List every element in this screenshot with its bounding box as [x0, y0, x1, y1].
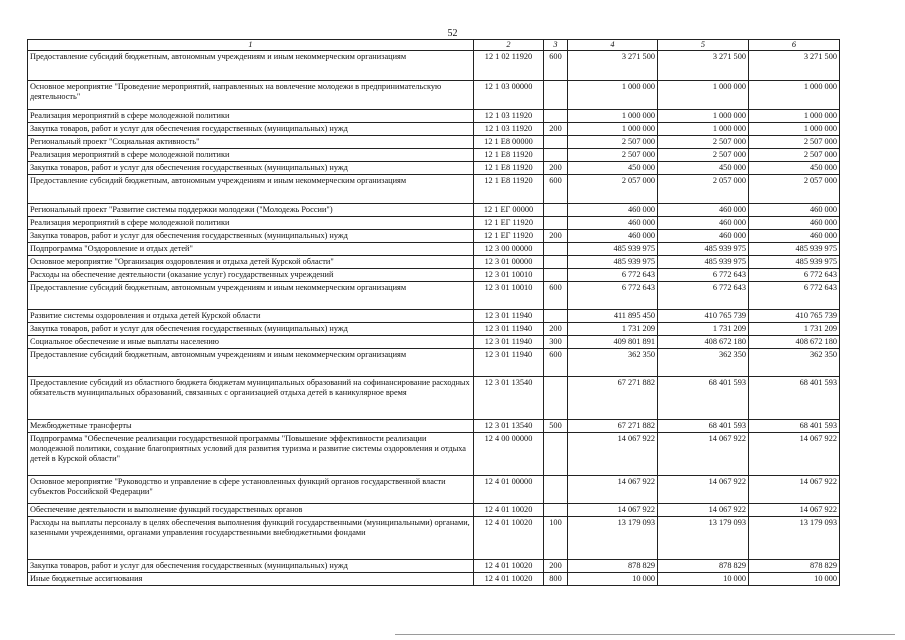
- row-amount-2: 450 000: [658, 161, 749, 174]
- row-name: Подпрограмма "Оздоровление и отдых детей": [28, 242, 474, 255]
- row-name: Предоставление субсидий бюджетным, автономным учреждениям и иным некоммерческим организациям: [28, 50, 474, 80]
- row-target-code: 12 3 01 10010: [474, 281, 544, 309]
- row-name: Межбюджетные трансферты: [28, 419, 474, 432]
- table-row: [28, 229, 840, 242]
- row-amount-3: 2 057 000: [749, 174, 840, 203]
- header-col-3: 3: [544, 40, 568, 51]
- row-expense-type: 200: [544, 229, 568, 242]
- row-amount-2: 878 829: [658, 559, 749, 572]
- row-amount-2: 68 401 593: [658, 419, 749, 432]
- row-amount-2: 14 067 922: [658, 503, 749, 516]
- table-row: [28, 80, 840, 109]
- row-amount-3: 6 772 643: [749, 268, 840, 281]
- row-amount-1: 14 067 922: [568, 432, 658, 475]
- row-amount-1: 460 000: [568, 216, 658, 229]
- row-name: Закупка товаров, работ и услуг для обеспечения государственных (муниципальных) нужд: [28, 559, 474, 572]
- row-amount-3: 14 067 922: [749, 475, 840, 503]
- row-target-code: 12 4 01 00000: [474, 475, 544, 503]
- row-amount-3: 410 765 739: [749, 309, 840, 322]
- header-col-6: 6: [749, 40, 840, 51]
- row-target-code: 12 4 01 10020: [474, 559, 544, 572]
- row-amount-2: 410 765 739: [658, 309, 749, 322]
- row-amount-3: 14 067 922: [749, 503, 840, 516]
- row-target-code: 12 3 00 00000: [474, 242, 544, 255]
- row-target-code: 12 3 01 10010: [474, 268, 544, 281]
- row-target-code: 12 4 01 10020: [474, 572, 544, 585]
- row-amount-3: 2 507 000: [749, 148, 840, 161]
- row-name: Предоставление субсидий бюджетным, автономным учреждениям и иным некоммерческим организациям: [28, 174, 474, 203]
- row-amount-1: 10 000: [568, 572, 658, 585]
- row-amount-2: 14 067 922: [658, 432, 749, 475]
- row-target-code: 12 4 01 10020: [474, 503, 544, 516]
- row-expense-type: [544, 109, 568, 122]
- row-amount-1: 3 271 500: [568, 50, 658, 80]
- table-row: [28, 432, 840, 475]
- row-expense-type: [544, 376, 568, 419]
- table-row: [28, 161, 840, 174]
- row-amount-2: 1 000 000: [658, 80, 749, 109]
- table-row: [28, 50, 840, 80]
- row-name: Основное мероприятие "Организация оздоровления и отдыха детей Курской области": [28, 255, 474, 268]
- table-row: [28, 281, 840, 309]
- scan-edge-line: [395, 634, 895, 635]
- row-name: Закупка товаров, работ и услуг для обеспечения государственных (муниципальных) нужд: [28, 161, 474, 174]
- row-amount-1: 67 271 882: [568, 419, 658, 432]
- row-name: Развитие системы оздоровления и отдыха детей Курской области: [28, 309, 474, 322]
- row-amount-1: 485 939 975: [568, 242, 658, 255]
- table-row: [28, 148, 840, 161]
- row-amount-1: 878 829: [568, 559, 658, 572]
- row-target-code: 12 3 01 11940: [474, 335, 544, 348]
- row-amount-3: 14 067 922: [749, 432, 840, 475]
- row-amount-1: 1 731 209: [568, 322, 658, 335]
- row-target-code: 12 4 01 10020: [474, 516, 544, 559]
- row-expense-type: [544, 475, 568, 503]
- table-row: [28, 516, 840, 559]
- row-name: Региональный проект "Социальная активность": [28, 135, 474, 148]
- row-expense-type: [544, 309, 568, 322]
- row-name: Региональный проект "Развитие системы поддержки молодежи ("Молодежь России"): [28, 203, 474, 216]
- row-amount-3: 408 672 180: [749, 335, 840, 348]
- row-amount-2: 2 507 000: [658, 135, 749, 148]
- row-expense-type: [544, 203, 568, 216]
- row-expense-type: 600: [544, 174, 568, 203]
- row-expense-type: 800: [544, 572, 568, 585]
- table-row: [28, 335, 840, 348]
- row-amount-2: 460 000: [658, 229, 749, 242]
- row-target-code: 12 1 E8 11920: [474, 161, 544, 174]
- row-amount-1: 2 057 000: [568, 174, 658, 203]
- row-amount-2: 13 179 093: [658, 516, 749, 559]
- row-amount-2: 68 401 593: [658, 376, 749, 419]
- row-amount-2: 10 000: [658, 572, 749, 585]
- table-row: [28, 268, 840, 281]
- row-amount-2: 1 731 209: [658, 322, 749, 335]
- row-target-code: 12 1 02 11920: [474, 50, 544, 80]
- row-amount-2: 362 350: [658, 348, 749, 376]
- row-amount-1: 460 000: [568, 203, 658, 216]
- table-row: [28, 559, 840, 572]
- row-name: Предоставление субсидий из областного бюджета бюджетам муниципальных образований на софинансирование расходных обязательств муниципальных образований, связанных с организацией отдыха детей в каникулярное время: [28, 376, 474, 419]
- row-target-code: 12 4 00 00000: [474, 432, 544, 475]
- row-expense-type: 500: [544, 419, 568, 432]
- row-expense-type: [544, 216, 568, 229]
- row-expense-type: 600: [544, 281, 568, 309]
- header-col-1: 1: [28, 40, 474, 51]
- row-amount-1: 1 000 000: [568, 109, 658, 122]
- header-col-5: 5: [658, 40, 749, 51]
- row-expense-type: [544, 503, 568, 516]
- row-name: Основное мероприятие "Руководство и управление в сфере установленных функций органов государственной власти субъектов Российской Федерации": [28, 475, 474, 503]
- row-target-code: 12 1 EГ 11920: [474, 216, 544, 229]
- row-amount-3: 6 772 643: [749, 281, 840, 309]
- row-target-code: 12 3 01 00000: [474, 255, 544, 268]
- header-col-4: 4: [568, 40, 658, 51]
- row-name: Предоставление субсидий бюджетным, автономным учреждениям и иным некоммерческим организациям: [28, 348, 474, 376]
- row-name: Закупка товаров, работ и услуг для обеспечения государственных (муниципальных) нужд: [28, 229, 474, 242]
- row-amount-2: 14 067 922: [658, 475, 749, 503]
- row-name: Социальное обеспечение и иные выплаты населению: [28, 335, 474, 348]
- table-row: [28, 475, 840, 503]
- row-target-code: 12 3 01 11940: [474, 348, 544, 376]
- row-amount-3: 362 350: [749, 348, 840, 376]
- row-amount-3: 460 000: [749, 216, 840, 229]
- row-amount-3: 1 000 000: [749, 80, 840, 109]
- table-row: [28, 572, 840, 585]
- row-target-code: 12 1 03 11920: [474, 109, 544, 122]
- row-expense-type: [544, 80, 568, 109]
- row-amount-1: 67 271 882: [568, 376, 658, 419]
- table-row: [28, 216, 840, 229]
- row-amount-1: 485 939 975: [568, 255, 658, 268]
- row-target-code: 12 3 01 11940: [474, 322, 544, 335]
- row-name: Иные бюджетные ассигнования: [28, 572, 474, 585]
- row-amount-3: 450 000: [749, 161, 840, 174]
- row-amount-1: 460 000: [568, 229, 658, 242]
- row-name: Основное мероприятие "Проведение мероприятий, направленных на вовлечение молодежи в предпринимательскую деятельность": [28, 80, 474, 109]
- row-expense-type: 200: [544, 559, 568, 572]
- row-name: Обеспечение деятельности и выполнение функций государственных органов: [28, 503, 474, 516]
- table-body: [28, 50, 840, 585]
- row-amount-1: 1 000 000: [568, 80, 658, 109]
- table-row: [28, 122, 840, 135]
- row-expense-type: 100: [544, 516, 568, 559]
- row-amount-2: 1 000 000: [658, 109, 749, 122]
- row-amount-3: 460 000: [749, 203, 840, 216]
- row-target-code: 12 1 E8 11920: [474, 148, 544, 161]
- row-expense-type: [544, 135, 568, 148]
- row-target-code: 12 3 01 13540: [474, 376, 544, 419]
- row-amount-2: 408 672 180: [658, 335, 749, 348]
- table-row: [28, 109, 840, 122]
- row-name: Реализация мероприятий в сфере молодежной политики: [28, 148, 474, 161]
- row-amount-3: 485 939 975: [749, 242, 840, 255]
- row-amount-1: 2 507 000: [568, 135, 658, 148]
- row-amount-1: 1 000 000: [568, 122, 658, 135]
- row-amount-1: 450 000: [568, 161, 658, 174]
- row-amount-3: 1 000 000: [749, 109, 840, 122]
- row-amount-1: 13 179 093: [568, 516, 658, 559]
- row-expense-type: 600: [544, 348, 568, 376]
- row-amount-1: 6 772 643: [568, 281, 658, 309]
- row-name: Предоставление субсидий бюджетным, автономным учреждениям и иным некоммерческим организациям: [28, 281, 474, 309]
- row-amount-2: 2 507 000: [658, 148, 749, 161]
- table-header-row: [28, 40, 840, 51]
- row-amount-2: 485 939 975: [658, 255, 749, 268]
- row-amount-1: 14 067 922: [568, 475, 658, 503]
- row-amount-2: 485 939 975: [658, 242, 749, 255]
- table-row: [28, 203, 840, 216]
- row-expense-type: 300: [544, 335, 568, 348]
- row-expense-type: 200: [544, 322, 568, 335]
- row-target-code: 12 1 E8 11920: [474, 174, 544, 203]
- row-target-code: 12 1 E8 00000: [474, 135, 544, 148]
- row-name: Закупка товаров, работ и услуг для обеспечения государственных (муниципальных) нужд: [28, 322, 474, 335]
- table-row: [28, 348, 840, 376]
- row-expense-type: 200: [544, 122, 568, 135]
- row-amount-3: 10 000: [749, 572, 840, 585]
- row-amount-1: 411 895 450: [568, 309, 658, 322]
- table-row: [28, 503, 840, 516]
- row-amount-3: 878 829: [749, 559, 840, 572]
- row-amount-1: 362 350: [568, 348, 658, 376]
- row-amount-1: 6 772 643: [568, 268, 658, 281]
- row-target-code: 12 1 03 11920: [474, 122, 544, 135]
- row-name: Расходы на обеспечение деятельности (оказание услуг) государственных учреждений: [28, 268, 474, 281]
- row-amount-2: 6 772 643: [658, 268, 749, 281]
- row-expense-type: 200: [544, 161, 568, 174]
- row-amount-2: 460 000: [658, 203, 749, 216]
- row-expense-type: [544, 255, 568, 268]
- row-amount-3: 3 271 500: [749, 50, 840, 80]
- table-row: [28, 309, 840, 322]
- row-amount-1: 409 801 891: [568, 335, 658, 348]
- row-expense-type: [544, 268, 568, 281]
- row-amount-2: 3 271 500: [658, 50, 749, 80]
- table-row: [28, 255, 840, 268]
- row-amount-2: 460 000: [658, 216, 749, 229]
- row-target-code: 12 3 01 13540: [474, 419, 544, 432]
- row-name: Реализация мероприятий в сфере молодежной политики: [28, 109, 474, 122]
- row-expense-type: [544, 242, 568, 255]
- table-row: [28, 174, 840, 203]
- row-amount-3: 485 939 975: [749, 255, 840, 268]
- row-name: Закупка товаров, работ и услуг для обеспечения государственных (муниципальных) нужд: [28, 122, 474, 135]
- table-row: [28, 135, 840, 148]
- row-expense-type: [544, 432, 568, 475]
- row-name: Подпрограмма "Обеспечение реализации государственной программы "Повышение эффективности реализации молодежной политики, создание благоприятных условий для развития туризма и развитие системы оздоровления и отдыха детей в Курской области": [28, 432, 474, 475]
- row-target-code: 12 3 01 11940: [474, 309, 544, 322]
- row-name: Реализация мероприятий в сфере молодежной политики: [28, 216, 474, 229]
- row-amount-2: 1 000 000: [658, 122, 749, 135]
- table-row: [28, 419, 840, 432]
- row-amount-2: 2 057 000: [658, 174, 749, 203]
- row-expense-type: [544, 148, 568, 161]
- row-name: Расходы на выплаты персоналу в целях обеспечения выполнения функций государственными (муниципальными) органами, казенными учреждениями, органами управления государственными внебюджетными фондами: [28, 516, 474, 559]
- table-row: [28, 376, 840, 419]
- table-row: [28, 242, 840, 255]
- header-col-2: 2: [474, 40, 544, 51]
- row-target-code: 12 1 EГ 00000: [474, 203, 544, 216]
- row-target-code: 12 1 EГ 11920: [474, 229, 544, 242]
- row-amount-2: 6 772 643: [658, 281, 749, 309]
- row-amount-3: 1 000 000: [749, 122, 840, 135]
- page-number: 52: [447, 28, 458, 39]
- row-expense-type: 600: [544, 50, 568, 80]
- budget-table: [27, 39, 840, 586]
- row-amount-3: 68 401 593: [749, 419, 840, 432]
- row-amount-3: 2 507 000: [749, 135, 840, 148]
- row-amount-3: 1 731 209: [749, 322, 840, 335]
- row-target-code: 12 1 03 00000: [474, 80, 544, 109]
- row-amount-3: 68 401 593: [749, 376, 840, 419]
- row-amount-3: 460 000: [749, 229, 840, 242]
- row-amount-1: 2 507 000: [568, 148, 658, 161]
- row-amount-3: 13 179 093: [749, 516, 840, 559]
- table-row: [28, 322, 840, 335]
- row-amount-1: 14 067 922: [568, 503, 658, 516]
